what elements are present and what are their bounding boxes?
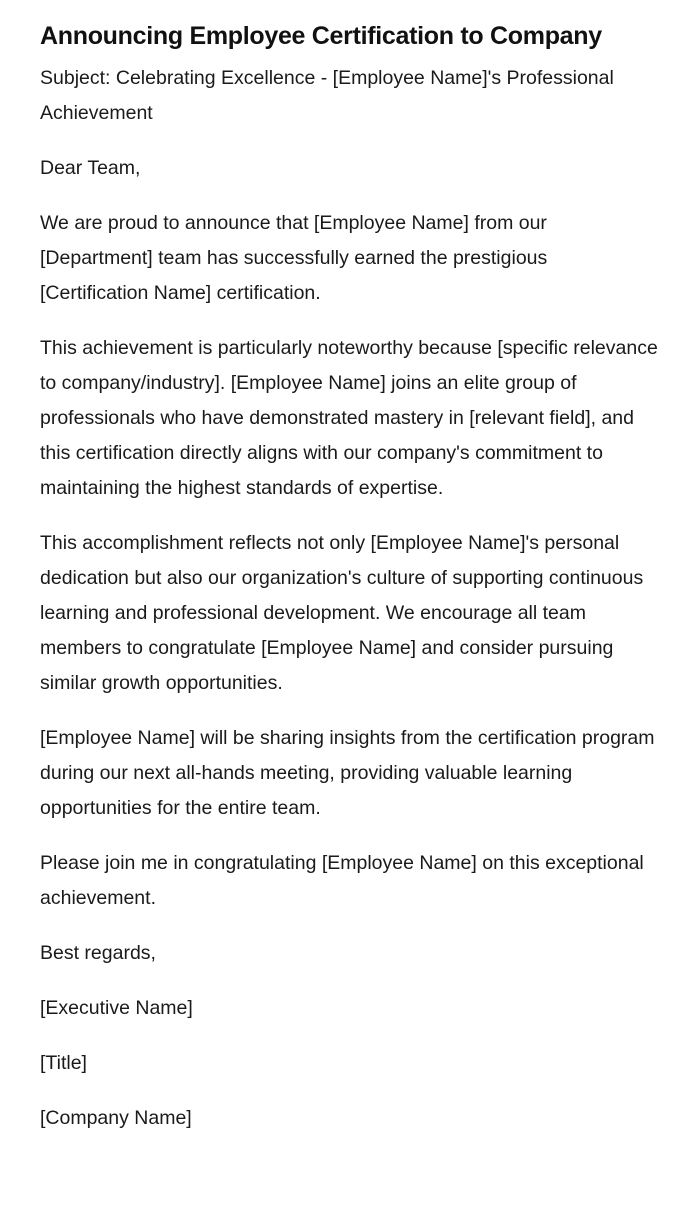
body-paragraph: Please join me in congratulating [Employee Name] on this exceptional achievement. <box>40 852 644 909</box>
body-paragraph: This accomplishment reflects not only [Employee Name]'s personal dedication but also our organization's culture of supporting continuous learning and professional development. We encourage all team members to congratulate [Employee Name] and consider pursuing similar growth opportunities. <box>40 532 644 694</box>
greeting: Dear Team, <box>40 157 141 179</box>
page-title: Announcing Employee Certification to Company <box>40 22 602 50</box>
closing: Best regards, <box>40 942 156 964</box>
subject-line: Subject: Celebrating Excellence - [Employee Name]'s Professional Achievement <box>40 67 614 124</box>
signature-company: [Company Name] <box>40 1107 192 1129</box>
body-paragraph: This achievement is particularly noteworthy because [specific relevance to company/industry]. [Employee Name] joins an elite group of professionals who have demonstrated mastery in [relevant field], and this certification directly aligns with our company's commitment to maintaining the highest standards of expertise. <box>40 337 658 499</box>
body-paragraph: We are proud to announce that [Employee Name] from our [Department] team has successfully earned the prestigious [Certification Name] certification. <box>40 212 548 304</box>
body-paragraph: [Employee Name] will be sharing insights from the certification program during our next all-hands meeting, providing valuable learning opportunities for the entire team. <box>40 727 655 819</box>
signature-name: [Executive Name] <box>40 997 193 1019</box>
signature-title: [Title] <box>40 1052 87 1074</box>
